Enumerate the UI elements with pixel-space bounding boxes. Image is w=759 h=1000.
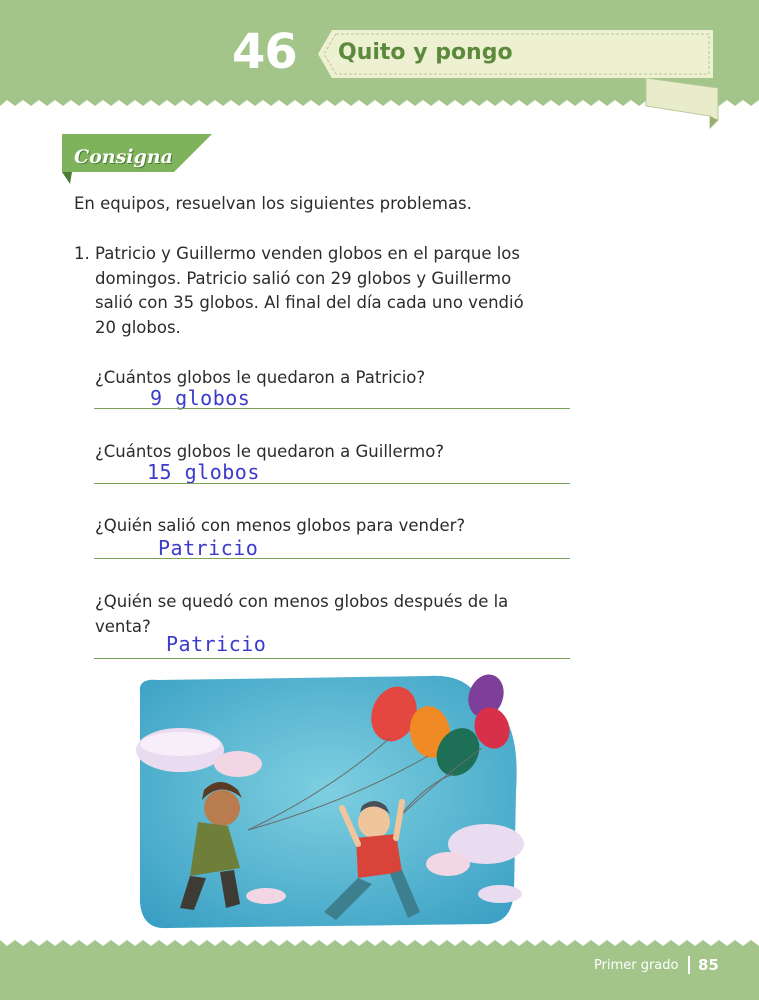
answer-line-4 (94, 658, 570, 659)
answer-3-handwritten[interactable]: Patricio (158, 536, 259, 560)
page-title: Quito y pongo (338, 40, 513, 65)
statement-line: 20 globos. (95, 317, 181, 337)
footer-separator (688, 956, 690, 974)
instructions-text: En equipos, resuelvan los siguientes problemas. (74, 194, 472, 213)
problem-statement (95, 242, 565, 340)
footer-band (0, 948, 759, 1000)
answer-4-handwritten[interactable]: Patricio (166, 632, 267, 656)
lesson-number: 46 (232, 24, 297, 80)
question-4-line: venta? (95, 616, 151, 636)
question-1: ¿Cuántos globos le quedaron a Patricio? (95, 368, 426, 387)
answer-1-handwritten[interactable]: 9 globos (150, 386, 251, 410)
footer-grade: Primer grado (594, 958, 679, 973)
page-number: 85 (698, 956, 719, 974)
balloon-sellers-illustration (128, 672, 524, 938)
answer-line-1 (94, 408, 570, 409)
title-ribbon-tail (640, 76, 720, 130)
question-2: ¿Cuántos globos le quedaron a Guillermo? (95, 442, 445, 461)
statement-line: salió con 35 globos. Al final del día cada uno vendió (95, 293, 524, 312)
problem-number: 1. (74, 244, 90, 263)
answer-line-3 (94, 558, 570, 559)
statement-line: domingos. Patricio salió con 29 globos y Guillermo (95, 268, 512, 288)
statement-line: Patricio y Guillermo venden globos en el parque los (95, 244, 520, 263)
consigna-label: Consigna (74, 146, 173, 168)
answer-2-handwritten[interactable]: 15 globos (147, 460, 260, 484)
question-4-line: ¿Quién se quedó con menos globos después de la (95, 592, 509, 611)
answer-line-2 (94, 483, 570, 484)
question-3: ¿Quién salió con menos globos para vender? (95, 516, 466, 535)
